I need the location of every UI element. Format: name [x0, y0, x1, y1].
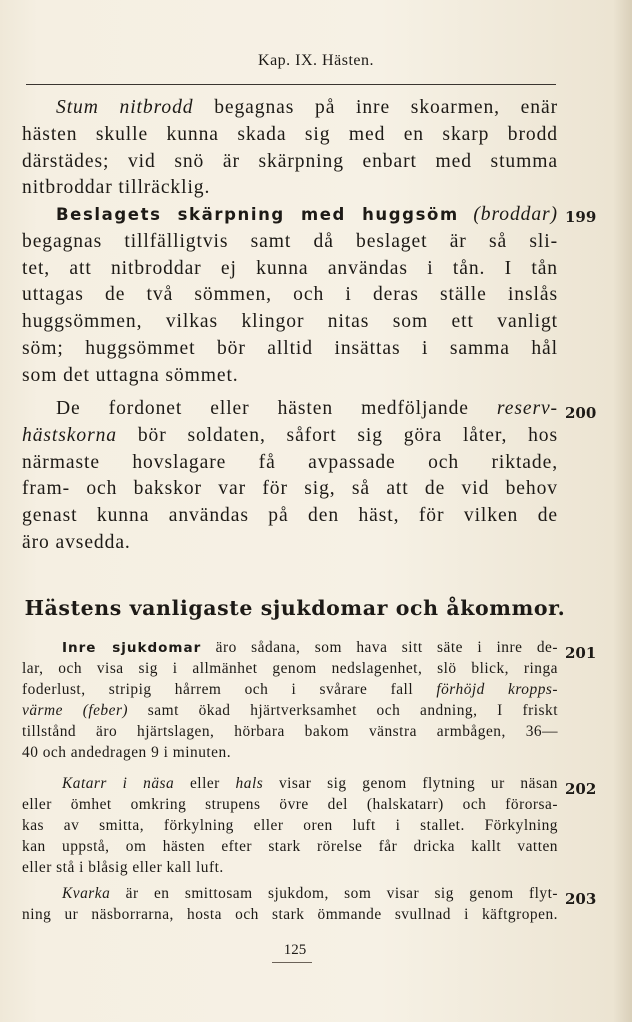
text-span: äro sådana, som hava sitt säte i inre de- [201, 639, 559, 656]
text-span: visar sig genom flytning ur näsan [263, 775, 558, 792]
margin-number-201: 201 [565, 644, 597, 662]
text-line: fram- och bakskor var för sig, så att de vid behov [22, 478, 558, 500]
text-line: söm; huggsömmet bör alltid insättas i samma hål [22, 337, 558, 359]
text-span: bör soldaten, såfort sig göra låter, hos [117, 424, 558, 446]
italic-term: (feber) [82, 701, 129, 719]
text-line: kan uppstå, om hästen efter stark rörelse får dricka kallt vatten [22, 837, 558, 855]
page-number: 125 [283, 942, 307, 958]
text-line: uttagas de två sömmen, och i deras ställe inslås [22, 284, 558, 306]
text-span: De fordonet eller hästen medföljande [56, 398, 497, 419]
text-line [22, 202, 558, 229]
text-line: hästen skulle kunna skada sig med en skarp brodd [22, 123, 558, 145]
text-span: är en smittosam sjukdom, som visar sig genom flyt- [110, 885, 558, 902]
italic-term: Katarr i näsa [62, 775, 175, 792]
spaced-term: Inre sjukdomar [62, 640, 202, 656]
italic-term: hästskorna [22, 424, 118, 446]
text-line: eller ömhet omkring strupens övre del (halskatarr) och förorsa- [22, 795, 558, 813]
text-line [22, 95, 558, 122]
text-line: tillstånd äro hjärtslagen, hörbara bakom vänstra armbågen, 36— [22, 722, 558, 740]
margin-number-202: 202 [565, 780, 597, 798]
paragraph-200 [22, 396, 558, 557]
text-line [22, 396, 558, 423]
folio-rule [272, 962, 312, 963]
paragraph-stum-nitbrodd [22, 95, 558, 202]
text-line: begagnas tillfälligtvis samt då beslaget är så sli- [22, 230, 558, 252]
text-line: som det uttagna sömmet. [22, 364, 239, 386]
text-line: huggsömmen, vilkas klingor nitas som ett vanligt [22, 311, 558, 333]
italic-term: reserv- [496, 398, 558, 419]
text-line: tet, att nitbroddar ej kunna användas i tån. I tån [22, 257, 558, 279]
text-line: 40 och andedragen 9 i minuten. [22, 743, 232, 761]
paragraph-199 [22, 202, 558, 390]
text-line: genast kunna användas på den häst, för vilken de [22, 505, 558, 527]
text-span: begagnas på inre skoarmen, enär [193, 97, 558, 118]
italic-term: förhöjd kropps- [436, 680, 559, 698]
margin-number-199: 199 [565, 208, 597, 226]
text-line [22, 774, 558, 795]
text-span: samt ökad hjärtverksamhet och andning, I friskt [128, 701, 558, 719]
italic-term: Stum nitbrodd [56, 97, 194, 118]
italic-term: värme [22, 701, 63, 719]
text-line: därstädes; vid snö är skärpning enbart med stumma [22, 150, 558, 172]
paragraph-203 [22, 884, 558, 926]
margin-number-200: 200 [565, 404, 597, 422]
text-line: närmaste hovslagare få avpassade och riktade, [22, 451, 558, 473]
italic-term: (broddar) [473, 204, 558, 225]
text-span: foderlust, stripig hårrem och i svårare fall [22, 680, 437, 698]
text-span: eller [174, 775, 236, 792]
text-line: äro avsedda. [22, 531, 131, 553]
text-line: lar, och visa sig i allmänhet genom nedslagenhet, slö blick, ringa [22, 659, 558, 677]
italic-term: hals [235, 775, 264, 792]
text-line [22, 701, 558, 722]
text-line: kas av smitta, förkylning eller oren luft i stallet. Förkylning [22, 816, 558, 834]
text-line: eller stå i blåsig eller kall luft. [22, 858, 224, 876]
margin-number-203: 203 [565, 890, 597, 908]
running-head: Kap. IX. Hästen. [258, 52, 374, 69]
text-line [22, 423, 558, 450]
text-line [22, 680, 558, 701]
text-line: nitbroddar tillräcklig. [22, 177, 211, 199]
text-line [22, 884, 558, 905]
text-line [22, 638, 558, 659]
paragraph-202 [22, 774, 558, 879]
italic-term: Kvarka [62, 885, 111, 902]
text-line: ning ur näsborrarna, hosta och stark ömmande svullnad i käftgropen. [22, 905, 558, 923]
header-rule [26, 84, 556, 85]
paragraph-201 [22, 638, 558, 763]
section-heading: Hästens vanligaste sjukdomar och åkommor. [24, 596, 566, 620]
spaced-term: Beslagets skärpning med huggsöm [56, 205, 459, 224]
